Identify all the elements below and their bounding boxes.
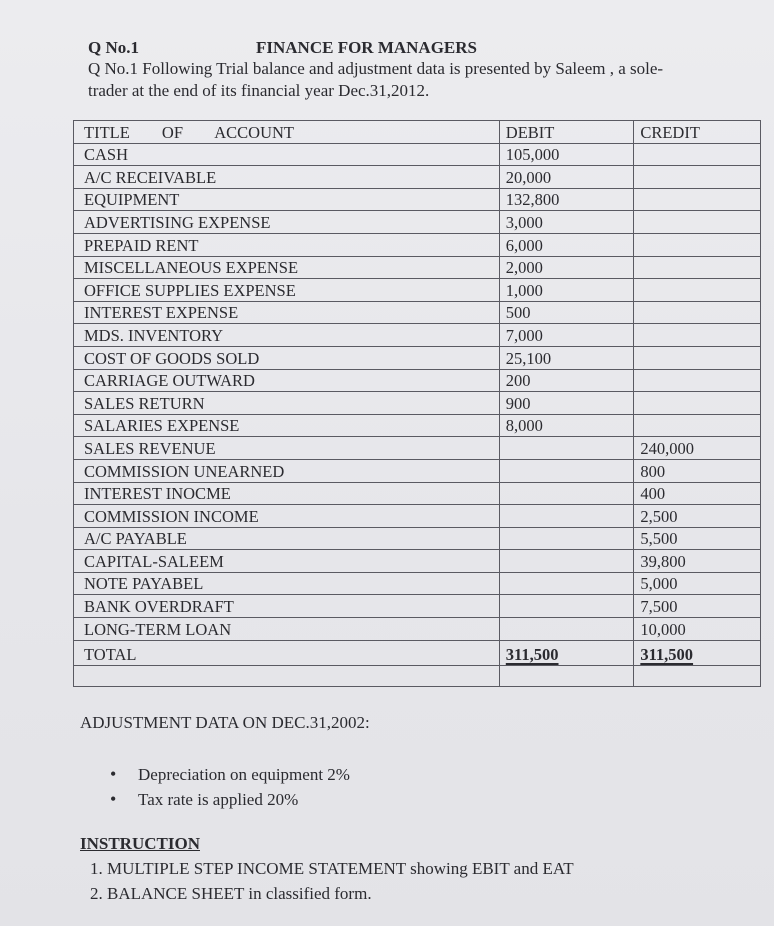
debit-cell: 200 xyxy=(499,369,634,392)
account-cell: CAPITAL-SALEEM xyxy=(74,550,500,573)
account-cell: BANK OVERDRAFT xyxy=(74,595,500,618)
debit-cell xyxy=(499,527,634,550)
account-cell: SALES RETURN xyxy=(74,392,500,415)
empty-cell xyxy=(634,665,761,686)
credit-cell: 2,500 xyxy=(634,505,761,528)
total-credit xyxy=(634,640,761,665)
debit-cell: 105,000 xyxy=(499,143,634,166)
header-debit: DEBIT xyxy=(499,121,634,144)
adjustment-list xyxy=(110,762,350,812)
instruction-section xyxy=(80,834,574,906)
account-cell: EQUIPMENT xyxy=(74,188,500,211)
debit-cell: 1,000 xyxy=(499,279,634,302)
account-cell: OFFICE SUPPLIES EXPENSE xyxy=(74,279,500,302)
instruction-item: 2. BALANCE SHEET in classified form. xyxy=(90,884,372,903)
credit-cell xyxy=(634,324,761,347)
adjustment-heading: ADJUSTMENT DATA ON DEC.31,2002: xyxy=(80,713,370,732)
table-row xyxy=(74,459,761,482)
table-row xyxy=(74,346,761,369)
table-row xyxy=(74,211,761,234)
debit-cell xyxy=(499,550,634,573)
table-row xyxy=(74,527,761,550)
empty-row xyxy=(74,665,761,686)
debit-cell: 25,100 xyxy=(499,346,634,369)
table-row xyxy=(74,392,761,415)
table-row xyxy=(74,166,761,189)
credit-cell xyxy=(634,233,761,256)
empty-cell xyxy=(74,665,500,686)
table-row xyxy=(74,595,761,618)
account-cell: INTEREST INOCME xyxy=(74,482,500,505)
debit-cell: 2,000 xyxy=(499,256,634,279)
account-cell: SALES REVENUE xyxy=(74,437,500,460)
table-row xyxy=(74,301,761,324)
debit-cell xyxy=(499,572,634,595)
instruction-list xyxy=(80,856,574,906)
table-row xyxy=(74,279,761,302)
credit-cell xyxy=(634,166,761,189)
adjustment-item: • Tax rate is applied 20% xyxy=(110,787,350,812)
debit-cell xyxy=(499,482,634,505)
debit-cell: 900 xyxy=(499,392,634,415)
table-row xyxy=(74,256,761,279)
credit-cell: 7,500 xyxy=(634,595,761,618)
table-row xyxy=(74,482,761,505)
debit-cell xyxy=(499,618,634,641)
instruction-heading: INSTRUCTION xyxy=(80,834,200,853)
debit-cell: 7,000 xyxy=(499,324,634,347)
debit-cell xyxy=(499,459,634,482)
credit-cell xyxy=(634,256,761,279)
account-cell: LONG-TERM LOAN xyxy=(74,618,500,641)
credit-cell: 5,000 xyxy=(634,572,761,595)
credit-cell xyxy=(634,369,761,392)
question-header xyxy=(88,38,728,58)
header-credit: CREDIT xyxy=(634,121,761,144)
intro-line-2: trader at the end of its financial year Dec.31,2012. xyxy=(88,81,430,100)
account-cell: NOTE PAYABEL xyxy=(74,572,500,595)
credit-cell xyxy=(634,143,761,166)
table-row xyxy=(74,188,761,211)
credit-cell: 5,500 xyxy=(634,527,761,550)
account-cell: MISCELLANEOUS EXPENSE xyxy=(74,256,500,279)
credit-cell xyxy=(634,346,761,369)
credit-cell xyxy=(634,211,761,234)
total-debit-value: 311,500 xyxy=(505,644,559,664)
course-title: FINANCE FOR MANAGERS xyxy=(256,38,477,57)
total-credit-value: 311,500 xyxy=(640,644,694,664)
debit-cell xyxy=(499,437,634,460)
table-header-row xyxy=(74,121,761,144)
credit-cell xyxy=(634,188,761,211)
account-cell: CASH xyxy=(74,143,500,166)
credit-cell: 10,000 xyxy=(634,618,761,641)
table-row xyxy=(74,324,761,347)
account-cell: A/C PAYABLE xyxy=(74,527,500,550)
debit-cell: 500 xyxy=(499,301,634,324)
table-row xyxy=(74,572,761,595)
empty-cell xyxy=(499,665,634,686)
account-cell: ADVERTISING EXPENSE xyxy=(74,211,500,234)
debit-cell: 20,000 xyxy=(499,166,634,189)
table-row xyxy=(74,618,761,641)
credit-cell: 240,000 xyxy=(634,437,761,460)
table-row xyxy=(74,550,761,573)
table-row xyxy=(74,437,761,460)
total-row xyxy=(74,640,761,665)
credit-cell xyxy=(634,279,761,302)
total-debit xyxy=(499,640,634,665)
table-row xyxy=(74,505,761,528)
account-cell: A/C RECEIVABLE xyxy=(74,166,500,189)
account-cell: MDS. INVENTORY xyxy=(74,324,500,347)
credit-cell xyxy=(634,414,761,437)
credit-cell xyxy=(634,301,761,324)
debit-cell xyxy=(499,505,634,528)
debit-cell: 3,000 xyxy=(499,211,634,234)
account-cell: INTEREST EXPENSE xyxy=(74,301,500,324)
credit-cell: 400 xyxy=(634,482,761,505)
account-cell: COMMISSION INCOME xyxy=(74,505,500,528)
debit-cell xyxy=(499,595,634,618)
table-row xyxy=(74,369,761,392)
total-label: TOTAL xyxy=(74,640,500,665)
debit-cell: 6,000 xyxy=(499,233,634,256)
instruction-item: 1. MULTIPLE STEP INCOME STATEMENT showing EBIT and EAT xyxy=(90,859,574,878)
account-cell: PREPAID RENT xyxy=(74,233,500,256)
account-cell: CARRIAGE OUTWARD xyxy=(74,369,500,392)
question-intro xyxy=(88,58,738,102)
account-cell: COMMISSION UNEARNED xyxy=(74,459,500,482)
table-row xyxy=(74,143,761,166)
adjustment-item: • Depreciation on equipment 2% xyxy=(110,762,350,787)
account-cell: COST OF GOODS SOLD xyxy=(74,346,500,369)
question-number: Q No.1 xyxy=(88,38,139,57)
debit-cell: 132,800 xyxy=(499,188,634,211)
credit-cell: 800 xyxy=(634,459,761,482)
table-row xyxy=(74,414,761,437)
intro-line-1: Q No.1 Following Trial balance and adjustment data is presented by Saleem , a sole- xyxy=(88,59,664,78)
header-title-of-account: TITLE OF ACCOUNT xyxy=(74,121,500,144)
credit-cell: 39,800 xyxy=(634,550,761,573)
account-cell: SALARIES EXPENSE xyxy=(74,414,500,437)
debit-cell: 8,000 xyxy=(499,414,634,437)
trial-balance-table xyxy=(73,120,761,687)
table-row xyxy=(74,233,761,256)
credit-cell xyxy=(634,392,761,415)
